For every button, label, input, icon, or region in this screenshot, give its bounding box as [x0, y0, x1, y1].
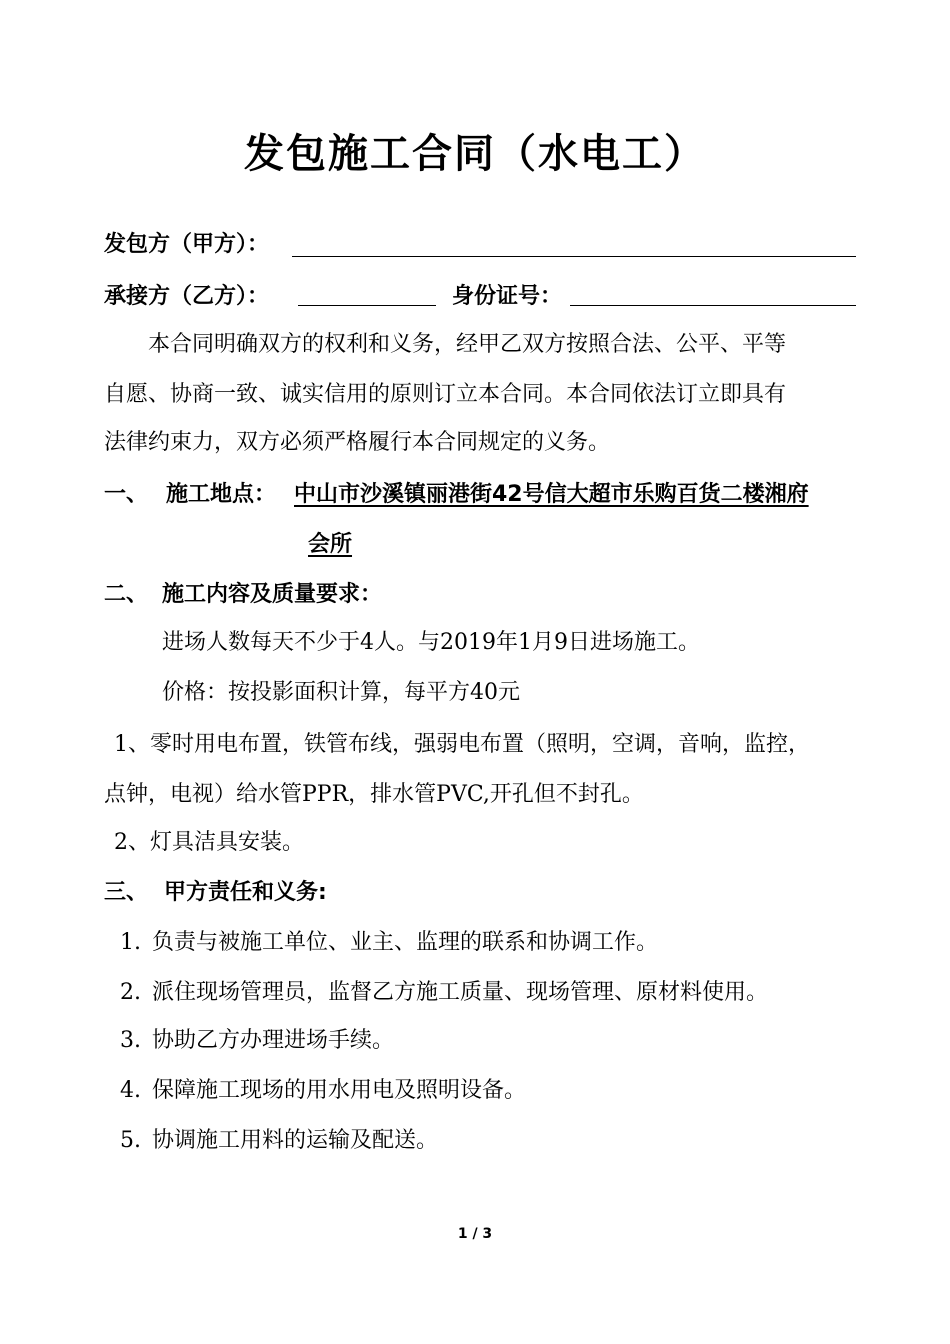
section-2-line-2: 价格：按投影面积计算，每平方40元 [162, 680, 520, 705]
id-number-label: 身份证号： [452, 284, 563, 309]
page-title: 发包施工合同（水电工） [244, 131, 706, 177]
duty-item-1-text: 负责与被施工单位、业主、监理的联系和协调工作。 [152, 930, 659, 955]
id-number-blank [570, 305, 856, 306]
section-2-label: 施工内容及质量要求： [162, 582, 383, 607]
section-3-number: 三、 [104, 880, 149, 905]
duty-item-4-number: 4. [120, 1078, 141, 1103]
duty-item-5-number: 5. [120, 1128, 141, 1153]
section-2-line-5: 2、灯具洁具安装。 [114, 830, 304, 855]
intro-line-1: 本合同明确双方的权利和义务，经甲乙双方按照合法、公平、平等 [148, 332, 787, 357]
section-2-line-1: 进场人数每天不少于4人。与2019年1月9日进场施工。 [162, 630, 700, 655]
party-b-blank [298, 305, 436, 306]
duty-item-5-text: 协调施工用料的运输及配送。 [152, 1128, 439, 1153]
duty-item-4-text: 保障施工现场的用水用电及照明设备。 [152, 1078, 527, 1103]
section-3-label: 甲方责任和义务: [164, 880, 327, 905]
section-2-number: 二、 [104, 582, 149, 607]
section-2-line-4: 点钟，电视）给水管PPR，排水管PVC,开孔但不封孔。 [104, 782, 644, 807]
intro-line-2: 自愿、协商一致、诚实信用的原则订立本合同。本合同依法订立即具有 [104, 382, 787, 407]
duty-item-2-text: 派住现场管理员，监督乙方施工质量、现场管理、原材料使用。 [152, 980, 769, 1005]
section-1-number: 一、 [104, 482, 149, 507]
section-1-label: 施工地点： [166, 482, 277, 507]
duty-item-1-number: 1. [120, 930, 141, 955]
duty-item-3-text: 协助乙方办理进场手续。 [152, 1028, 395, 1053]
party-a-label: 发包方（甲方）： [104, 232, 270, 257]
party-b-label: 承接方（乙方）： [104, 284, 270, 309]
section-2-line-3: 1、零时用电布置，铁管布线，强弱电布置（照明，空调，音响，监控， [114, 732, 810, 757]
intro-line-3: 法律约束力，双方必须严格履行本合同规定的义务。 [104, 430, 611, 455]
construction-site-address-line-2: 会所 [308, 532, 353, 557]
duty-item-3-number: 3. [120, 1028, 141, 1053]
duty-item-2-number: 2. [120, 980, 141, 1005]
party-a-blank [292, 256, 856, 257]
page-number: 1 / 3 [457, 1226, 493, 1242]
construction-site-address-line-1: 中山市沙溪镇丽港街42号信大超市乐购百货二楼湘府 [294, 482, 809, 507]
